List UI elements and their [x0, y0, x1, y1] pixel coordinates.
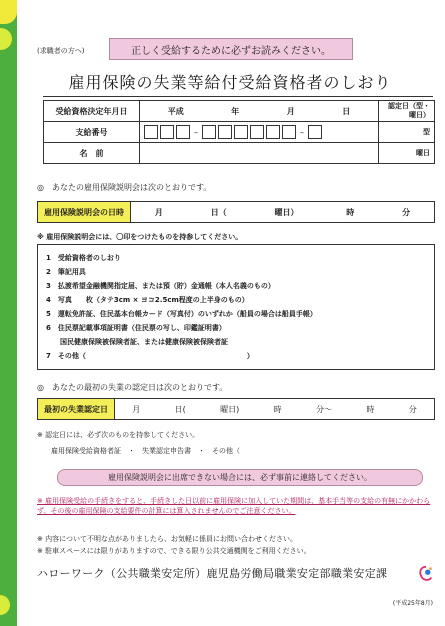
left-green-bar — [0, 0, 17, 626]
cert-month: 月 — [132, 404, 141, 414]
digit-box[interactable] — [250, 125, 264, 139]
first-cert-label: 最初の失業認定日 — [38, 399, 115, 419]
name-field[interactable] — [140, 143, 379, 164]
year-label: 年 — [231, 106, 240, 116]
explain-minute: 分 — [402, 207, 411, 217]
cert-hour2: 時 — [366, 404, 375, 414]
hellowork-logo-icon — [417, 565, 435, 583]
name-label: 名 前 — [44, 143, 140, 164]
explain-session-box — [37, 201, 435, 223]
month-label: 月 — [286, 106, 295, 116]
payment-number-field[interactable]: – – — [140, 122, 379, 143]
digit-box[interactable] — [218, 125, 232, 139]
digit-box[interactable] — [160, 125, 174, 139]
office-name: ハローワーク（公共職業安定所）鹿児島労働局職業安定部職業安定課 — [37, 567, 388, 580]
publication-date: (平成25年8月) — [392, 600, 433, 607]
warning-body: ※ 雇用保険受給の手続きをすると、手続きした日以前に雇用保険に加入していた期間は、基本手当等の支給の有無にかかわらず、その後の雇用保険の支給要件の計算には算入されませんのでご注意ください。 — [37, 497, 431, 515]
must-read-banner: 正しく受給するために必ずお読みください。 — [109, 38, 353, 60]
list-item: 5 運転免許証、住民基本台帳カード（写真付）のいずれか（船員の場合は船員手帳） — [46, 310, 317, 318]
day-label: 日 — [342, 106, 351, 116]
explain-day: 日（ — [210, 207, 227, 217]
info-table — [43, 100, 435, 164]
list-item: 国民健康保険被保険者証、または健康保険被保険者証 — [46, 338, 228, 346]
explain-month: 月 — [154, 207, 163, 217]
list-item: 6 住民票記載事項証明書（住民票の写し、印鑑証明書） — [46, 324, 226, 332]
digit-box[interactable] — [176, 125, 190, 139]
cannot-attend-notice: 雇用保険説明会に出席できない場合には、必ず事前に連絡してください。 — [57, 469, 423, 486]
list-item: 2 筆記用具 — [46, 268, 86, 276]
explain-hour: 時 — [346, 207, 355, 217]
explain-weekday: 曜日） — [274, 207, 299, 217]
cert-note: ◎ あなたの最初の失業の認定日は次のとおりです。 — [37, 383, 228, 392]
list-item: 7 その他（ ） — [46, 352, 254, 360]
list-item: 1 受給資格者のしおり — [46, 254, 121, 262]
table-row — [44, 122, 435, 143]
list-item: 3 払渡希望金融機関指定届、または預（貯）金通帳（本人名義のもの） — [46, 282, 275, 290]
digit-box[interactable] — [308, 125, 322, 139]
footer-note: ※ 内容について不明な点がありましたら、お気軽に係員にお問い合わせください。 — [37, 535, 297, 543]
explain-session-label: 雇用保険説明会の日時 — [38, 202, 131, 222]
page-title: 雇用保険の失業等給付受給資格者のしおり — [68, 73, 392, 92]
era-label: 平成 — [167, 106, 184, 116]
items-list — [37, 244, 435, 370]
cert-day: 日( — [174, 404, 186, 414]
first-cert-box — [37, 398, 435, 420]
document — [23, 0, 437, 626]
cert-minute: 分 — [408, 404, 417, 414]
digit-box[interactable] — [282, 125, 296, 139]
digit-box[interactable] — [144, 125, 158, 139]
footer-note: ※ 駐車スペースには限りがありますので、できる限り公共交通機関をご利用ください。 — [37, 547, 311, 555]
cert-bring-note: ※ 認定日には、必ず次のものを持参してください。 — [37, 431, 200, 439]
type-label: 型 — [379, 122, 435, 143]
payment-number-label: 支給番号 — [44, 122, 140, 143]
warning-text — [37, 496, 435, 516]
digit-box[interactable] — [266, 125, 280, 139]
for-seeker-label: (求職者の方へ) — [37, 47, 85, 55]
cert-bring-items: 雇用保険受給資格者証 ・ 失業認定申告書 ・ その他（ — [51, 447, 240, 455]
cert-minute-to: 分～ — [316, 404, 332, 414]
items-heading: ※ 雇用保険説明会には、〇印をつけたものを持参してください。 — [37, 233, 243, 241]
table-row — [44, 143, 435, 164]
explain-note: ◎ あなたの雇用保険説明会は次のとおりです。 — [37, 183, 212, 192]
title-divider — [43, 96, 433, 97]
digit-box[interactable] — [234, 125, 248, 139]
decision-date-label: 受給資格決定年月日 — [44, 101, 140, 122]
table-row — [44, 101, 435, 122]
cert-weekday: 曜日) — [220, 404, 240, 414]
list-item: 4 写真 枚（タテ3cm × ヨコ2.5cm程度の上半身のもの） — [46, 296, 249, 304]
cert-type-label: 認定日（型・曜日） — [379, 101, 435, 122]
cert-hour: 時 — [273, 404, 282, 414]
digit-box[interactable] — [202, 125, 216, 139]
decision-date-field[interactable] — [140, 101, 379, 122]
weekday-label: 曜日 — [379, 143, 435, 164]
